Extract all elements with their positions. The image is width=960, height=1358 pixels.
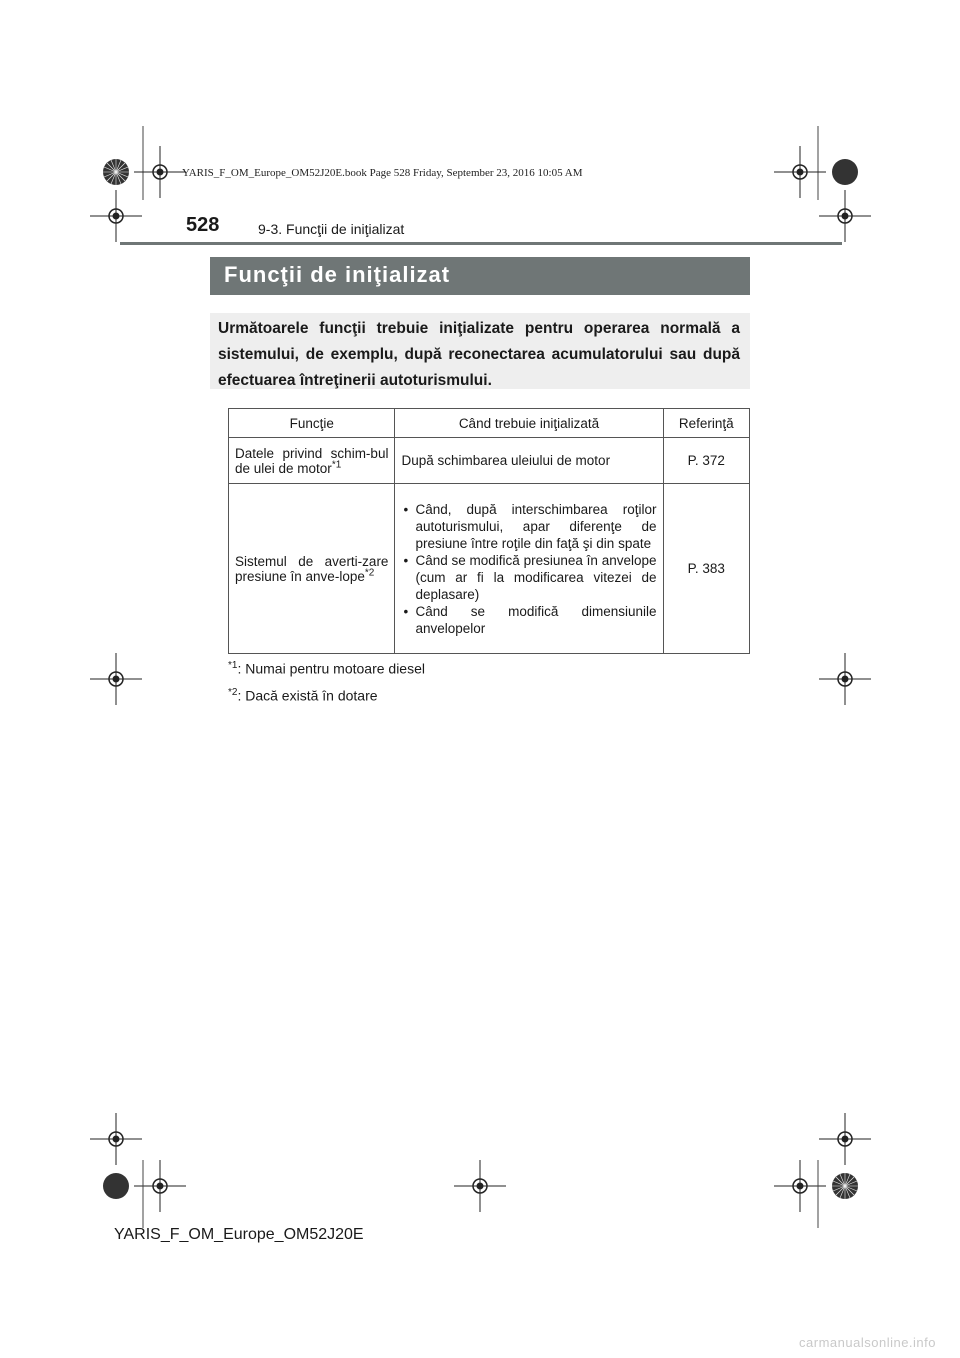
function-cell (229, 484, 395, 654)
print-info-line: YARIS_F_OM_Europe_OM52J20E.book Page 528 Friday, September 23, 2016 10:05 AM (182, 167, 583, 179)
page-number: 528 (186, 214, 220, 236)
function-cell (229, 438, 395, 484)
list-item: • Când se modifică dimensiunile anvelopelor (401, 603, 656, 637)
section-title-band (210, 257, 750, 295)
when-list (401, 501, 656, 637)
column-header-function: Funcţie (229, 409, 395, 438)
crop-marks-bottom (90, 1113, 871, 1228)
footer-document-code: YARIS_F_OM_Europe_OM52J20E (114, 1226, 364, 1243)
crop-marks-middle (90, 653, 871, 705)
section-reference: 9-3. Funcţii de iniţializat (258, 221, 405, 237)
list-item: • Când se modifică presiunea în anvelope (cum ar fi la modificarea vitezei de deplasare) (401, 552, 656, 603)
watermark: carmanualsonline.info (799, 1335, 936, 1350)
initialization-table (228, 408, 750, 654)
when-cell (395, 484, 663, 654)
header-rule (120, 242, 842, 245)
list-item: • Când, după interschimbarea roţilor autoturismului, apar diferenţe de presiune între roţile din faţă şi din spate (401, 501, 656, 552)
footnote-mark: *1 (228, 660, 238, 671)
when-cell: După schimbarea uleiului de motor (395, 438, 663, 484)
table-header-row (229, 409, 750, 438)
reference-cell[interactable]: P. 372 (663, 438, 749, 484)
table-row (229, 438, 750, 484)
footnote-text: : Numai pentru motoare diesel (237, 660, 425, 677)
footnote-1 (228, 660, 425, 677)
footnote-2 (228, 687, 378, 704)
table-row (229, 484, 750, 654)
footnote-mark: *1 (331, 459, 342, 470)
column-header-reference: Referinţă (663, 409, 749, 438)
function-name: Datele privind schim-bul de ulei de motor (235, 445, 389, 476)
section-title: Funcţii de iniţializat (224, 262, 451, 287)
column-header-when: Când trebuie iniţializată (395, 409, 663, 438)
intro-text: Următoarele funcţii trebuie iniţializate pentru operarea normală a sistemului, de exemplu, după reconectarea acumulatorului sau după efectuarea întreţinerii autoturismului. (218, 320, 740, 389)
reference-cell[interactable]: P. 383 (663, 484, 749, 654)
footnote-mark: *2 (364, 567, 375, 578)
footnote-mark: *2 (228, 687, 238, 698)
function-name: Sistemul de averti-zare presiune în anve-lope (235, 553, 389, 584)
intro-box (210, 313, 750, 389)
footnote-text: : Dacă există în dotare (237, 687, 378, 704)
